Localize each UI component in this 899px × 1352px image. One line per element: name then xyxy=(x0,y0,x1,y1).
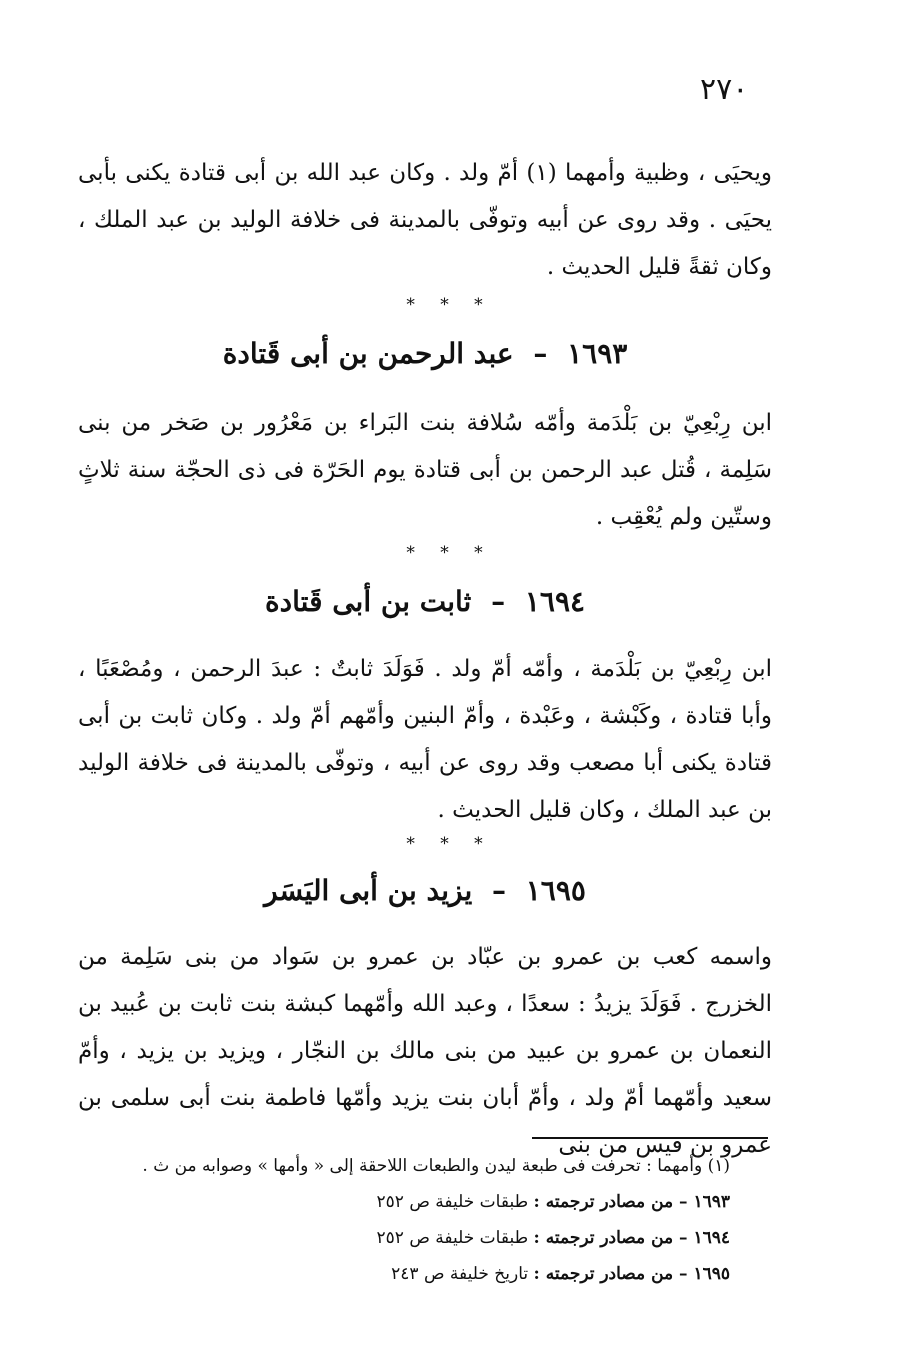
footnote-label: ١٦٩٥ – من مصادر ترجمته : xyxy=(533,1264,730,1284)
entry-body: واسمه كعب بن عمرو بن عبّاد بن عمرو بن سَواد من بنى سَلِمة من الخزرج . فَوَلَدَ يزيدُ : سعدًا ، وعبد الله وأمّهما كبشة بنت ثابت بن عُبيد بن النعمان بن عمرو بن عبيد من بنى مالك بن النجّار ، ويزيد بن يزيد ، وأمّ سعيد وأمّهما أمّ ولد ، وأمّ أبان بنت يزيد وأمّها فاطمة بنت أبى سلمى بن عمرو بن قيس من بنى xyxy=(78,944,772,1158)
footnote-source-1693 xyxy=(110,1184,730,1220)
entry-title: يزيد بن أبى اليَسَر xyxy=(264,874,473,907)
entry-body: ابن رِبْعِيّ بن بَلْدَمة ، وأمّه أمّ ولد . فَوَلَدَ ثابتٌ : عبدَ الرحمن ، ومُصْعَبًا ، وأبا قتادة ، وكَبْشة ، وعَبْدة ، وأمّ البنين وأمّهم أمّ ولد . وكان ثابت بن أبى قتادة يكنى أبا مصعب وقد روى عن أبيه ، وتوفّى بالمدينة فى خلافة الوليد بن عبد الملك ، وكان قليل الحديث . xyxy=(78,656,772,823)
intro-paragraph: ويحيَى ، وظبية وأمهما (١) أمّ ولد . وكان عبد الله بن أبى قتادة يكنى بأبى يحيَى . وقد روى عن أبيه وتوفّى بالمدينة فى خلافة الوليد بن عبد الملك ، وكان ثقةً قليل الحديث . xyxy=(78,160,772,280)
footnote-source-1695 xyxy=(110,1256,730,1292)
entry-dash: – xyxy=(533,337,548,370)
footnote-label: ١٦٩٤ – من مصادر ترجمته : xyxy=(533,1228,730,1248)
entry-title: ثابت بن أبى قَتادة xyxy=(264,585,472,618)
footnote-text: طبقات خليفة ص ٢٥٢ xyxy=(376,1228,529,1248)
section-separator: * * * xyxy=(406,543,493,563)
entry-heading xyxy=(78,874,772,907)
entry-dash: – xyxy=(492,874,507,907)
page-number: ٢٧٠ xyxy=(700,72,749,107)
entry-body: ابن رِبْعِيّ بن بَلْدَمة وأمّه سُلافة بنت البَراء بن مَعْرُور بن صَخر من بنى سَلِمة ، قُتل عبد الرحمن بن أبى قتادة يوم الحَرّة فى ذى الحجّة سنة ثلاثٍ وستّين ولم يُعْقِب . xyxy=(78,410,772,530)
section-separator: * * * xyxy=(406,295,493,315)
entry-number: ١٦٩٥ xyxy=(525,874,586,907)
footnote-source-1694 xyxy=(110,1220,730,1256)
footnote-divider xyxy=(532,1137,768,1139)
footnotes xyxy=(110,1148,730,1292)
entry-dash: – xyxy=(491,585,506,618)
section-separator: * * * xyxy=(406,834,493,854)
footnote-1 xyxy=(110,1148,730,1184)
entry-title: عبد الرحمن بن أبى قَتادة xyxy=(222,337,514,370)
entry-heading xyxy=(78,585,772,618)
footnote-text: (١) وأمهما : تحرفت فى طبعة ليدن والطبعات اللاحقة إلى « وأمها » وصوابه من ث . xyxy=(142,1156,730,1176)
footnote-text: تاريخ خليفة ص ٢٤٣ xyxy=(391,1264,529,1284)
entry-number: ١٦٩٤ xyxy=(524,585,586,618)
footnote-label: ١٦٩٣ – من مصادر ترجمته : xyxy=(533,1192,730,1212)
entry-number: ١٦٩٣ xyxy=(567,337,628,370)
footnote-text: طبقات خليفة ص ٢٥٢ xyxy=(376,1192,529,1212)
entry-heading xyxy=(78,337,772,370)
